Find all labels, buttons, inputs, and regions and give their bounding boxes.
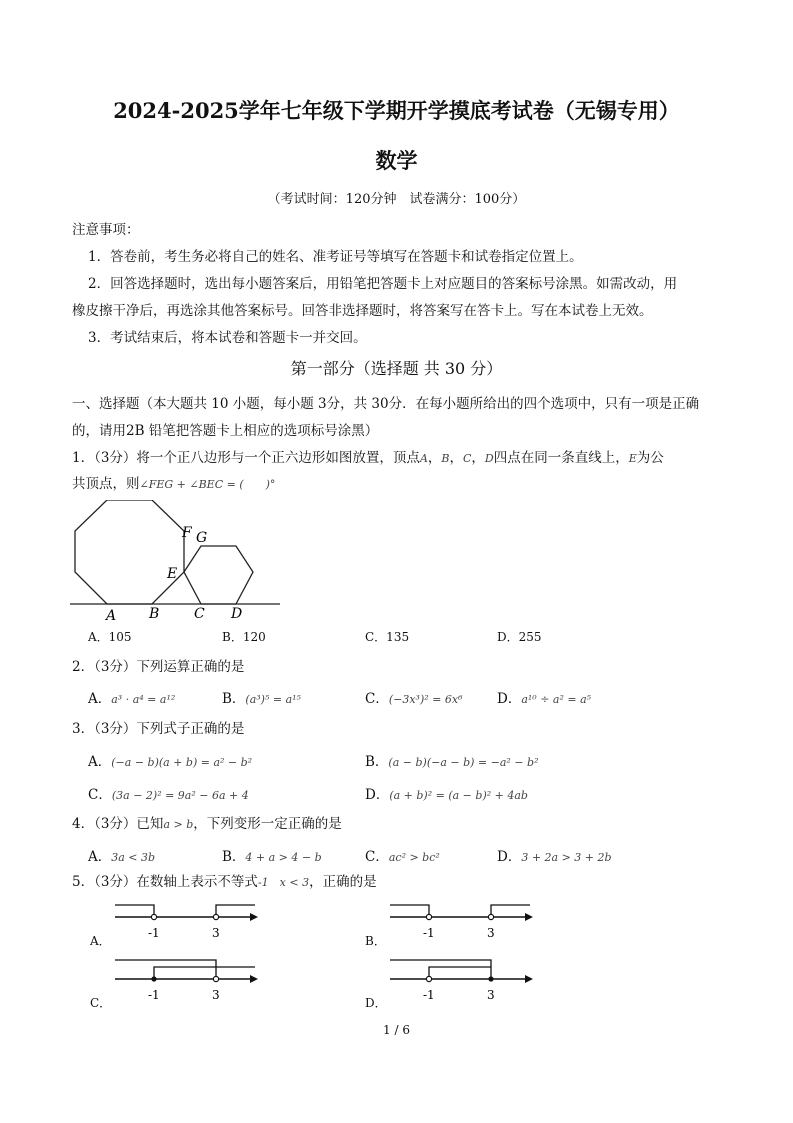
q1-figure-octagon-hexagon [70, 500, 280, 625]
q4-option-a-expr: 3a < 3b [111, 851, 156, 864]
q3-stem: 3．（3分）下列式子正确的是 [72, 721, 245, 737]
q5-option-b-number-line[interactable] [385, 895, 535, 945]
q3-option-b-expr: (a − b)(−a − b) = −a² − b² [388, 756, 539, 769]
q2-option-a-expr: a³ · a⁴ = a¹² [111, 693, 176, 706]
part1-intro-line-2: 的，请用2B 铅笔把答题卡上相应的选项标号涂黑） [72, 423, 379, 439]
q1-label-g: G [196, 530, 208, 546]
q2-option-c-expr: (−3x³)² = 6x⁶ [388, 693, 463, 706]
q3-option-c-label: C． [88, 787, 112, 803]
page-number: 1 / 6 [383, 1023, 410, 1037]
q4-option-d[interactable] [497, 845, 612, 865]
q1-label-a: A [106, 608, 117, 624]
q2-option-a-label: A． [88, 691, 112, 707]
q1-stem-line-2 [72, 472, 275, 492]
notice-heading: 注意事项： [72, 222, 140, 238]
q5-option-c-tick-left: -1 [148, 988, 160, 1002]
q1-option-a[interactable]: A．105 [88, 630, 132, 644]
q1-stem-part-a: 1．（3分）将一个正八边形与一个正六边形如图放置，顶点 [72, 450, 420, 466]
q1-label-c: C [194, 606, 205, 622]
q2-option-b[interactable] [222, 687, 301, 707]
q1-hexagon [184, 546, 253, 604]
q3-option-a[interactable] [88, 750, 252, 770]
q1-option-c[interactable]: C．135 [365, 630, 410, 644]
q2-option-a[interactable] [88, 687, 175, 707]
notice-item-1: 1．答卷前，考生务必将自己的姓名、准考证号等填写在答题卡和试卷指定位置上。 [88, 249, 583, 265]
q4-option-c-expr: ac² > bc² [388, 851, 440, 864]
q5-option-c-number-line[interactable] [110, 955, 260, 1007]
subject-title: 数学 [375, 148, 418, 173]
q4-stem [72, 812, 342, 832]
q4-stem-part-a: 4．（3分）已知 [72, 816, 164, 832]
q5-stem [72, 870, 377, 890]
q5-option-d-tick-left: -1 [423, 988, 435, 1002]
q4-option-c-label: C． [365, 849, 389, 865]
q4-option-b-label: B． [222, 849, 246, 865]
q1-option-b[interactable]: B．120 [222, 630, 266, 644]
q4-condition: a > b [163, 818, 194, 831]
q4-option-d-label: D． [497, 849, 522, 865]
q5-option-c-label[interactable]: C． [90, 996, 112, 1010]
q1-angle-expression: ∠FEG + ∠BEC = ( )° [139, 478, 276, 491]
q1-label-e: E [167, 566, 178, 582]
q5-option-d-tick-right: 3 [487, 988, 495, 1002]
q5-option-d-number-line[interactable] [385, 955, 535, 1007]
part1-intro-line-1: 一、选择题（本大题共 10 小题，每小题 3分，共 30分．在每小题所给出的四个选项中，只有一项是正确 [72, 396, 700, 412]
q5-option-c-tick-right: 3 [212, 988, 220, 1002]
q3-option-d-label: D． [365, 787, 390, 803]
q1-point-b: B [441, 452, 450, 465]
q1-point-c: C [462, 452, 472, 465]
q5-stem-part-b: ，正确的是 [309, 874, 377, 890]
q4-option-b-expr: 4 + a > 4 − b [245, 851, 322, 864]
q4-stem-part-b: ，下列变形一定正确的是 [193, 816, 342, 832]
q2-stem: 2．（3分）下列运算正确的是 [72, 659, 245, 675]
q2-option-d-expr: a¹⁰ ÷ a² = a⁵ [521, 693, 592, 706]
q3-option-d[interactable] [365, 783, 528, 803]
q3-option-c-expr: (3a − 2)² = 9a² − 6a + 4 [111, 789, 249, 802]
q2-option-d-label: D． [497, 691, 522, 707]
q3-option-a-label: A． [88, 754, 112, 770]
section-title: 第一部分（选择题 共 30 分） [290, 359, 503, 378]
q3-option-b-label: B． [365, 754, 389, 770]
q1-point-a: A [419, 452, 428, 465]
q5-option-d-label[interactable]: D． [365, 996, 387, 1010]
q5-option-a-tick-left: -1 [148, 926, 160, 940]
q1-option-d[interactable]: D．255 [497, 630, 542, 644]
q5-option-b-tick-left: -1 [423, 926, 435, 940]
q2-option-b-label: B． [222, 691, 246, 707]
q1-point-e: E [628, 452, 637, 465]
q2-option-c[interactable] [365, 687, 463, 707]
q1-octagon [75, 500, 184, 604]
exam-info: （考试时间：120分钟 试卷满分：100分） [267, 192, 526, 207]
q2-option-b-expr: (a³)⁵ = a¹⁵ [245, 693, 301, 706]
q5-option-a-number-line[interactable] [110, 895, 260, 945]
q2-option-c-label: C． [365, 691, 389, 707]
q5-option-a-label[interactable]: A． [90, 934, 111, 948]
q4-option-c[interactable] [365, 845, 440, 865]
q1-point-d: D [484, 452, 494, 465]
q3-option-d-expr: (a + b)² = (a − b)² + 4ab [389, 789, 528, 802]
notice-item-2-line-1: 2．回答选择题时，选出每小题答案后，用铅笔把答题卡上对应题目的答案标号涂黑。如需改动，用 [88, 276, 678, 292]
q1-label-f: F [182, 525, 192, 541]
q3-option-b[interactable] [365, 750, 538, 770]
q1-stem-part-c: 为公 [636, 450, 664, 466]
q5-option-a-tick-right: 3 [212, 926, 220, 940]
q5-stem-part-a: 5．（3分）在数轴上表示不等式 [72, 874, 258, 890]
q1-stem-part-b: 四点在同一条直线上， [493, 450, 629, 466]
q2-option-d[interactable] [497, 687, 591, 707]
q5-option-b-label[interactable]: B． [365, 934, 386, 948]
q5-inequality: -1 x < 3 [257, 876, 310, 889]
exam-title: 2024-2025学年七年级下学期开学摸底考试卷（无锡专用） [113, 98, 680, 123]
q3-option-a-expr: (−a − b)(a + b) = a² − b² [111, 756, 253, 769]
notice-item-2-line-2: 橡皮擦干净后，再选涂其他答案标号。回答非选择题时，将答案写在答卡上。写在本试卷上无效。 [72, 303, 653, 319]
q5-option-b-tick-right: 3 [487, 926, 495, 940]
q4-option-b[interactable] [222, 845, 322, 865]
q1-stem-line-1: 1．（3分）将一个正八边形与一个正六边形如图放置，顶点A，B，C，D四点在同一条直线上，E为公 [72, 450, 664, 466]
q1-label-b: B [149, 606, 160, 622]
q4-option-a[interactable] [88, 845, 155, 865]
q4-option-a-label: A． [88, 849, 112, 865]
q1-label-d: D [231, 606, 243, 622]
q1-stem-part-d: 共顶点，则 [72, 476, 140, 492]
q3-option-c[interactable] [88, 783, 249, 803]
q4-option-d-expr: 3 + 2a > 3 + 2b [521, 851, 612, 864]
notice-item-3: 3．考试结束后，将本试卷和答题卡一并交回。 [88, 330, 367, 346]
